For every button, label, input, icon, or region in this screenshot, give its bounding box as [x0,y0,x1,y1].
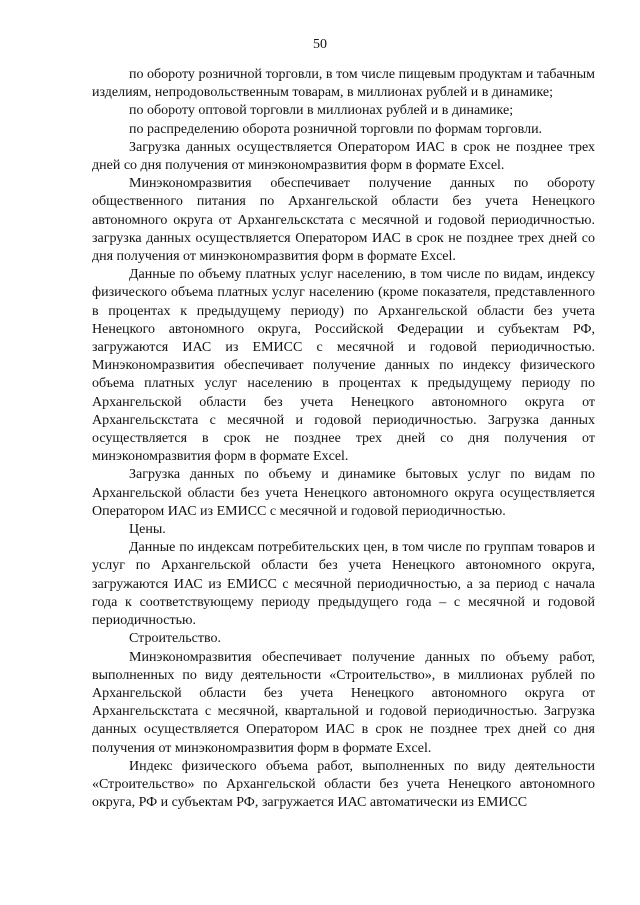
section-heading-prices: Цены. [129,522,166,538]
paragraph-wholesale-turnover: по обороту оптовой торговли в миллионах рублей и в динамике; [129,103,514,119]
document-body [92,66,595,812]
paragraph-household-services: Загрузка данных по объему и динамике бытовых услуг по видам по Архангельской области без учета Ненецкого автономного округа осуществляется Оператором ИАС из ЕМИСС с месячной и годовой периодичностью. [92,467,595,519]
paragraph-data-loading: Загрузка данных осуществляется Оператором ИАС в срок не позднее трех дней со дня получения от минэкономразвития форм в формате Excel. [92,139,595,174]
page-number: 50 [313,37,327,52]
paragraph-paid-services: Данные по объему платных услуг населению, в том числе по видам, индексу физического объема платных услуг населению (кроме показателя, представленного в процентах к предыдущему периоду) по Архангельской области без учета Ненецкого автономного округа, Российской Федерации и субъектам РФ, загружаются ИАС из ЕМИСС с месячной и годовой периодичностью. Минэкономразвития обеспечивает получение данных по индексу физического объема платных услуг населению в процентах к предыдущему периоду по Архангельской области без учета Ненецкого автономного округа от Архангельскстата с месячной и годовой периодичностью. Загрузка данных осуществляется в срок не позднее трех дней со дня получения от минэкономразвития форм в формате Excel. [92,267,595,465]
paragraph-catering: Минэкономразвития обеспечивает получение данных по обороту общественного питания по Архангельской области без учета Ненецкого автономного округа от Архангельскстата с месячной и годовой периодичностью. загрузка данных осуществляется Оператором ИАС в срок не позднее трех дней со дня получения от минэкономразвития форм в формате Excel. [92,176,595,265]
paragraph-retail-distribution: по распределению оборота розничной торговли по формам торговли. [129,121,543,137]
paragraph-construction-index: Индекс физического объема работ, выполненных по виду деятельности «Строительство» по Архангельской области без учета Ненецкого автономного округа, РФ и субъектам РФ, загружается ИАС автоматически из ЕМИСС [92,758,595,811]
section-heading-construction: Строительство. [129,631,221,647]
paragraph-retail-turnover: по обороту розничной торговли, в том числе пищевым продуктам и табачным изделиям, непродовольственным товарам, в миллионах рублей и в динамике; [92,67,595,101]
paragraph-consumer-prices: Данные по индексам потребительских цен, в том числе по группам товаров и услуг по Архангельской области без учета Ненецкого автономного округа, загружаются ИАС из ЕМИСС с месячной периодичностью, а за период с начала года к соответствующему периоду предыдущего года – с месячной и годовой периодичностью. [92,540,595,629]
paragraph-construction-volume: Минэкономразвития обеспечивает получение данных по объему работ, выполненных по виду деятельности «Строительство», в миллионах рублей по Архангельской области без учета Ненецкого автономного округа от Архангельскстата с месячной, квартальной и годовой периодичностью. Загрузка данных осуществляется Оператором ИАС в срок не позднее трех дней со дня получения от минэкономразвития форм в формате Excel. [92,649,595,756]
